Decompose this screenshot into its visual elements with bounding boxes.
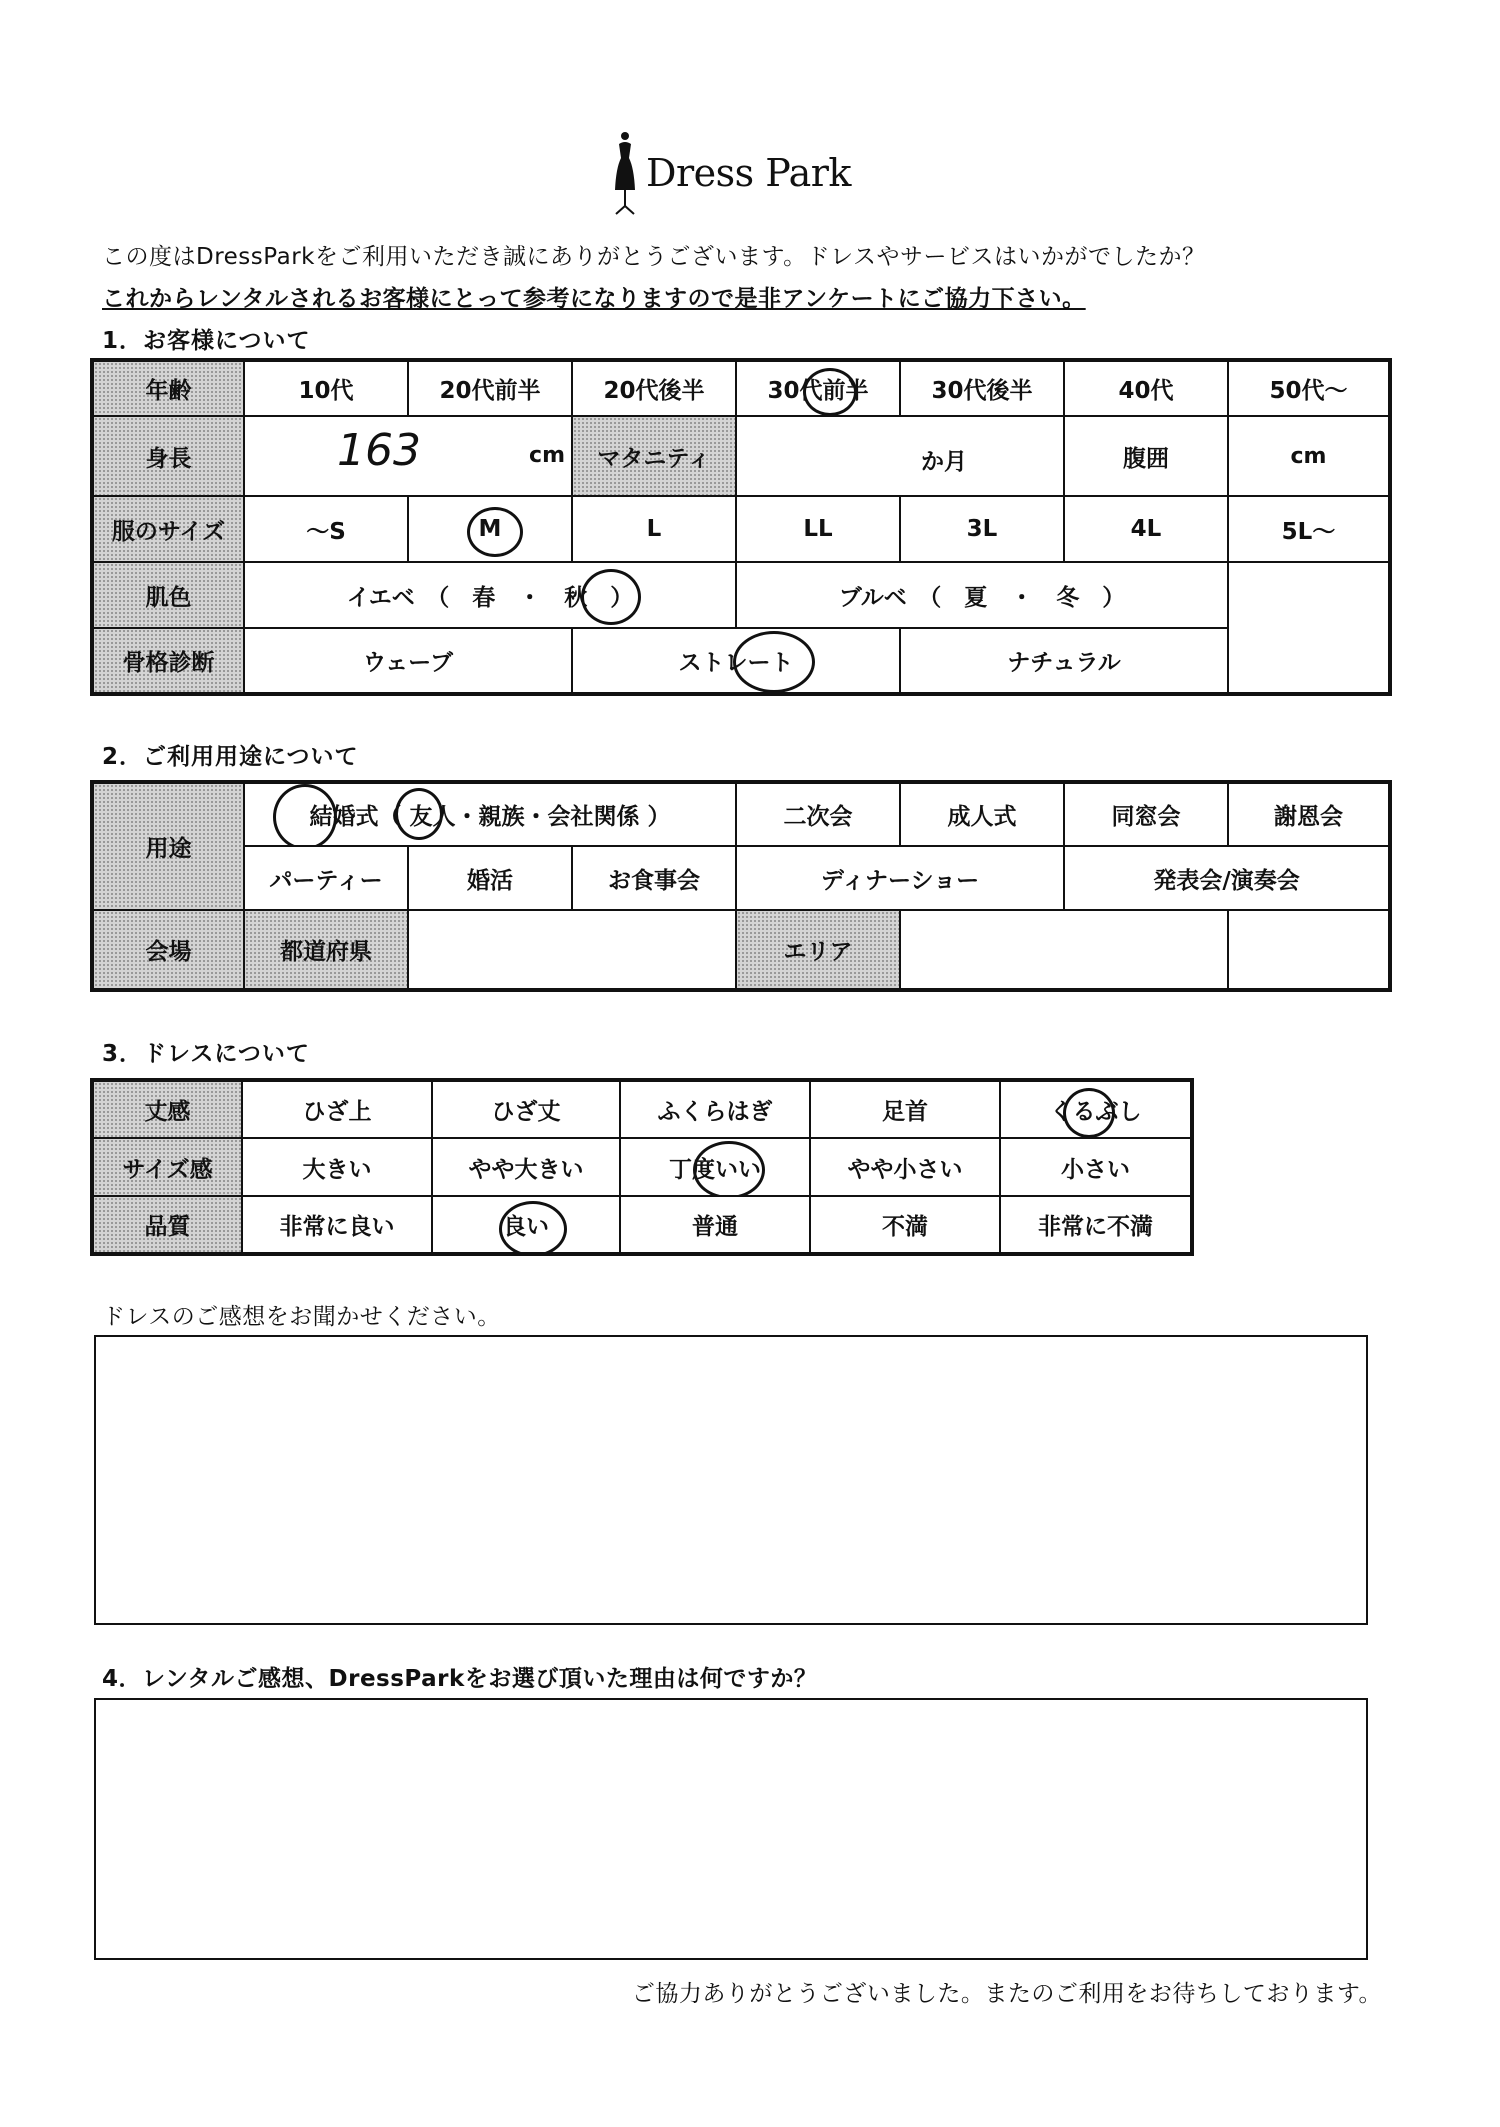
- age-option[interactable]: 20代前半: [408, 360, 572, 416]
- usage-table: [90, 780, 1392, 992]
- age-option[interactable]: 30代後半: [900, 360, 1064, 416]
- skin-row: [92, 562, 1390, 628]
- skin-label: 肌色: [92, 562, 244, 628]
- age-option[interactable]: 10代: [244, 360, 408, 416]
- dress-mannequin-icon: [610, 128, 640, 218]
- waist-label: 腹囲: [1064, 416, 1228, 496]
- age-label: 年齢: [92, 360, 244, 416]
- maternity-months-field[interactable]: [736, 416, 1064, 496]
- usage-wedding-option[interactable]: [244, 782, 736, 846]
- usage-option[interactable]: 発表会/演奏会: [1064, 846, 1390, 910]
- size-option-label: M: [478, 516, 502, 542]
- usage-option[interactable]: 同窓会: [1064, 782, 1228, 846]
- height-row: [92, 416, 1390, 496]
- size-option[interactable]: 3L: [900, 496, 1064, 562]
- prefecture-label: 都道府県: [244, 910, 408, 990]
- frame-option[interactable]: ナチュラル: [900, 628, 1228, 694]
- usage-row-1: [92, 782, 1390, 846]
- usage-option[interactable]: 成人式: [900, 782, 1064, 846]
- reason-comment-box[interactable]: [94, 1698, 1368, 1960]
- length-row: [92, 1080, 1192, 1138]
- usage-row-2: [92, 846, 1390, 910]
- size-label: 服のサイズ: [92, 496, 244, 562]
- area-field[interactable]: [900, 910, 1228, 990]
- age-option[interactable]: 40代: [1064, 360, 1228, 416]
- usage-option[interactable]: パーティー: [244, 846, 408, 910]
- size-option-selected[interactable]: [408, 496, 572, 562]
- logo-text: Dress Park: [646, 151, 851, 195]
- usage-option[interactable]: 謝恩会: [1228, 782, 1390, 846]
- area-label: エリア: [736, 910, 900, 990]
- quality-label: 品質: [92, 1196, 242, 1254]
- customer-table: [90, 358, 1392, 696]
- size-option[interactable]: L: [572, 496, 736, 562]
- age-option[interactable]: 20代後半: [572, 360, 736, 416]
- section2-title: 2．ご利用用途について: [102, 744, 359, 770]
- section4-title: 4．レンタルご感想、DressParkをお選び頂いた理由は何ですか？: [102, 1666, 818, 1692]
- intro-text: この度はDressParkをご利用いただき誠にありがとうございます。ドレスやサービスはいかがでしたか？: [102, 244, 1206, 270]
- frame-option-label: ストレート: [678, 650, 794, 676]
- logo: [610, 128, 851, 218]
- usage-option[interactable]: お食事会: [572, 846, 736, 910]
- skin-yellow-option[interactable]: [244, 562, 736, 628]
- dress-comment-prompt: ドレスのご感想をお聞かせください。: [102, 1304, 501, 1330]
- maternity-label: マタニティ: [572, 416, 736, 496]
- fit-option[interactable]: やや大きい: [432, 1138, 620, 1196]
- footer-thanks: ご協力ありがとうございました。またのご利用をお待ちしております。: [631, 1981, 1382, 2007]
- venue-row: [92, 910, 1390, 990]
- empty-cell: [1228, 628, 1390, 694]
- frame-option-selected[interactable]: [572, 628, 900, 694]
- size-option[interactable]: 5L～: [1228, 496, 1390, 562]
- skin-blue-option[interactable]: ブルベ （ 夏 ・ 冬 ）: [736, 562, 1228, 628]
- waist-field[interactable]: [1228, 416, 1390, 496]
- usage-wedding-label: 結婚式（ 友人・親族・会社関係 ）: [309, 804, 671, 830]
- quality-option[interactable]: 非常に不満: [1000, 1196, 1192, 1254]
- usage-option[interactable]: 婚活: [408, 846, 572, 910]
- size-option[interactable]: LL: [736, 496, 900, 562]
- empty-cell: [1228, 562, 1390, 628]
- fit-option[interactable]: 小さい: [1000, 1138, 1192, 1196]
- dress-table: [90, 1078, 1194, 1256]
- height-value: 163: [337, 425, 421, 476]
- usage-option[interactable]: ディナーショー: [736, 846, 1064, 910]
- fit-option-label: 丁度いい: [669, 1156, 761, 1183]
- waist-unit: cm: [1290, 444, 1327, 469]
- months-unit: か月: [921, 449, 967, 475]
- height-field[interactable]: [244, 416, 572, 496]
- height-unit: cm: [529, 443, 565, 468]
- length-option-label: くるぶし: [1049, 1099, 1142, 1125]
- usage-option[interactable]: 二次会: [736, 782, 900, 846]
- length-option[interactable]: ふくらはぎ: [620, 1080, 810, 1138]
- frame-row: [92, 628, 1390, 694]
- age-option-selected[interactable]: [736, 360, 900, 416]
- quality-option[interactable]: 普通: [620, 1196, 810, 1254]
- length-label: 丈感: [92, 1080, 242, 1138]
- size-option[interactable]: ～S: [244, 496, 408, 562]
- section1-title: 1．お客様について: [102, 328, 311, 354]
- section3-title: 3．ドレスについて: [102, 1041, 310, 1067]
- fit-option[interactable]: やや小さい: [810, 1138, 1000, 1196]
- size-row: [92, 496, 1390, 562]
- skin-yellow-label: イエベ （ 春 ・ 秋 ）: [346, 584, 634, 611]
- venue-label: 会場: [92, 910, 244, 990]
- quality-row: [92, 1196, 1192, 1254]
- fit-option[interactable]: 大きい: [242, 1138, 432, 1196]
- prefecture-field[interactable]: [408, 910, 736, 990]
- frame-label: 骨格診断: [92, 628, 244, 694]
- usage-label: 用途: [92, 782, 244, 910]
- intro-request: これからレンタルされるお客様にとって参考になりますので是非アンケートにご協力下さい。: [102, 286, 1086, 312]
- length-option[interactable]: 足首: [810, 1080, 1000, 1138]
- age-option[interactable]: 50代～: [1228, 360, 1390, 416]
- length-option-selected[interactable]: [1000, 1080, 1192, 1138]
- length-option[interactable]: ひざ上: [242, 1080, 432, 1138]
- size-option[interactable]: 4L: [1064, 496, 1228, 562]
- frame-option[interactable]: ウェーブ: [244, 628, 572, 694]
- fit-row: [92, 1138, 1192, 1196]
- quality-option[interactable]: 非常に良い: [242, 1196, 432, 1254]
- height-label: 身長: [92, 416, 244, 496]
- quality-option-label: 良い: [503, 1214, 549, 1240]
- age-row: [92, 360, 1390, 416]
- fit-label: サイズ感: [92, 1138, 242, 1196]
- age-option-label: 30代前半: [767, 378, 869, 404]
- dress-comment-box[interactable]: [94, 1335, 1368, 1625]
- fit-option-selected[interactable]: [620, 1138, 810, 1196]
- quality-option[interactable]: 不満: [810, 1196, 1000, 1254]
- quality-option-selected[interactable]: [432, 1196, 620, 1254]
- empty-cell: [1228, 910, 1390, 990]
- length-option[interactable]: ひざ丈: [432, 1080, 620, 1138]
